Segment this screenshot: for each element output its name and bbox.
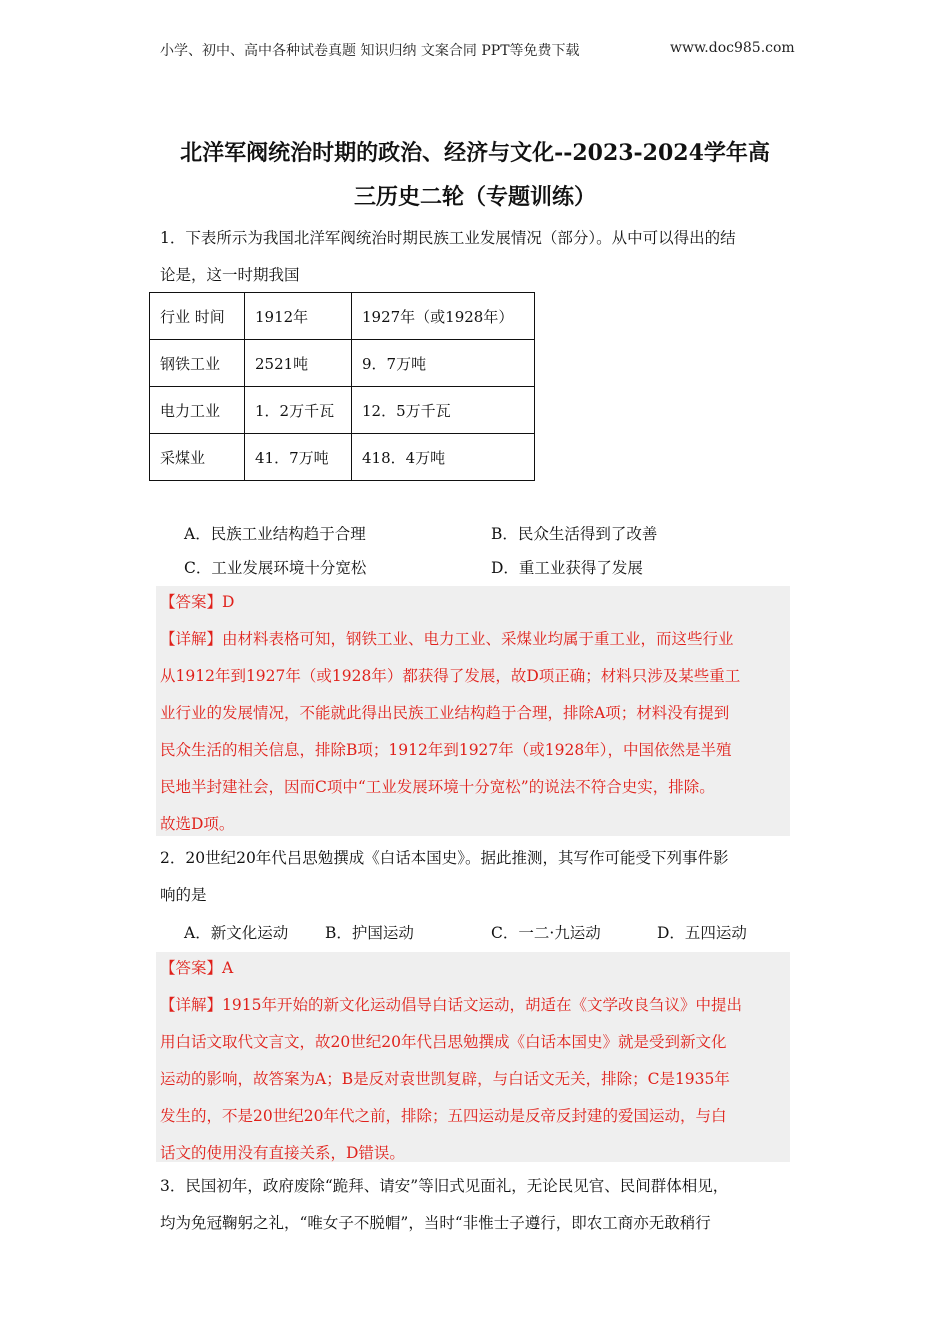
table-row [150, 340, 535, 387]
q2-stem [160, 840, 788, 914]
page-header [160, 40, 800, 60]
table-cell: 418．4万吨 [352, 434, 535, 481]
q1-stem-line1: 1．下表所示为我国北洋军阀统治时期民族工业发展情况（部分）。从中可以得出的结 [160, 229, 736, 247]
table-cell: 2521吨 [245, 340, 352, 387]
table-header-cell: 1912年 [245, 293, 352, 340]
q3-stem-line2: 均为免冠鞠躬之礼，“唯女子不脱帽”，当时“非惟士子遵行，即农工商亦无敢稍行 [160, 1214, 711, 1232]
q1-detail-line: 从1912年到1927年（或1928年）都获得了发展，故D项正确；材料只涉及某些重工 [160, 667, 741, 685]
q2-detail-line: 发生的，不是20世纪20年代之前，排除；五四运动是反帝反封建的爱国运动，与白 [160, 1107, 727, 1125]
table-cell: 采煤业 [150, 434, 245, 481]
table-row [150, 387, 535, 434]
doc-title-line2: 三历史二轮（专题训练） [353, 184, 596, 210]
q2-detail-line: 运动的影响，故答案为A；B是反对袁世凯复辟，与白话文无关，排除；C是1935年 [160, 1070, 730, 1088]
table-header-cell: 行业 时间 [150, 293, 245, 340]
q2-answer: 【答案】A [160, 959, 234, 977]
header-text: 小学、初中、高中各种试卷真题 知识归纳 文案合同 PPT等免费下载 [160, 43, 580, 59]
q2-detail-line: 【详解】1915年开始的新文化运动倡导白话文运动，胡适在《文学改良刍议》中提出 [160, 996, 742, 1014]
table-cell: 电力工业 [150, 387, 245, 434]
q2-option-c[interactable]: C．一二·九运动 [491, 924, 601, 942]
table-row [150, 434, 535, 481]
q1-option-b[interactable]: B．民众生活得到了改善 [491, 525, 658, 543]
q1-option-c[interactable]: C．工业发展环境十分宽松 [184, 559, 367, 577]
table-cell: 钢铁工业 [150, 340, 245, 387]
q3-stem [160, 1168, 788, 1242]
q2-detail-line: 用白话文取代文言文，故20世纪20年代吕思勉撰成《白话本国史》就是受到新文化 [160, 1033, 727, 1051]
q2-detail-line: 话文的使用没有直接关系，D错误。 [160, 1144, 405, 1162]
header-url[interactable]: www.doc985.com [670, 40, 795, 56]
q3-stem-line1: 3．民国初年，政府废除“跪拜、请安”等旧式见面礼，无论民见官、民间群体相见， [160, 1177, 729, 1195]
q1-detail-line: 民地半封建社会，因而C项中“工业发展环境十分宽松”的说法不符合史实，排除。 [160, 778, 715, 796]
q1-option-d[interactable]: D．重工业获得了发展 [491, 559, 643, 577]
q2-stem-line2: 响的是 [160, 886, 207, 904]
table-header-row [150, 293, 535, 340]
table-cell: 12．5万千瓦 [352, 387, 535, 434]
q2-answer-block [160, 950, 788, 1172]
q1-stem-line2: 论是，这一时期我国 [160, 266, 300, 284]
q1-detail-line: 民众生活的相关信息，排除B项；1912年到1927年（或1928年），中国依然是半殖 [160, 741, 732, 759]
q1-detail-line: 业行业的发展情况，不能就此得出民族工业结构趋于合理，排除A项；材料没有提到 [160, 704, 730, 722]
q2-option-a[interactable]: A．新文化运动 [184, 924, 289, 942]
table-header-cell: 1927年（或1928年） [352, 293, 535, 340]
doc-title-line1: 北洋军阀统治时期的政治、经济与文化--2023-2024学年高 [180, 140, 770, 166]
table-cell: 41．7万吨 [245, 434, 352, 481]
table-cell: 1．2万千瓦 [245, 387, 352, 434]
q1-data-table [149, 292, 535, 481]
q2-stem-line1: 2．20世纪20年代吕思勉撰成《白话本国史》。据此推测，其写作可能受下列事件影 [160, 849, 729, 867]
q1-stem [160, 220, 788, 294]
q1-answer-block [160, 584, 788, 843]
q1-answer: 【答案】D [160, 593, 235, 611]
q2-option-b[interactable]: B．护国运动 [325, 924, 414, 942]
q2-option-d[interactable]: D．五四运动 [657, 924, 747, 942]
q1-detail-line: 故选D项。 [160, 815, 235, 833]
q1-detail-line: 【详解】由材料表格可知，钢铁工业、电力工业、采煤业均属于重工业，而这些行业 [160, 630, 734, 648]
q1-option-a[interactable]: A．民族工业结构趋于合理 [184, 525, 366, 543]
table-cell: 9．7万吨 [352, 340, 535, 387]
